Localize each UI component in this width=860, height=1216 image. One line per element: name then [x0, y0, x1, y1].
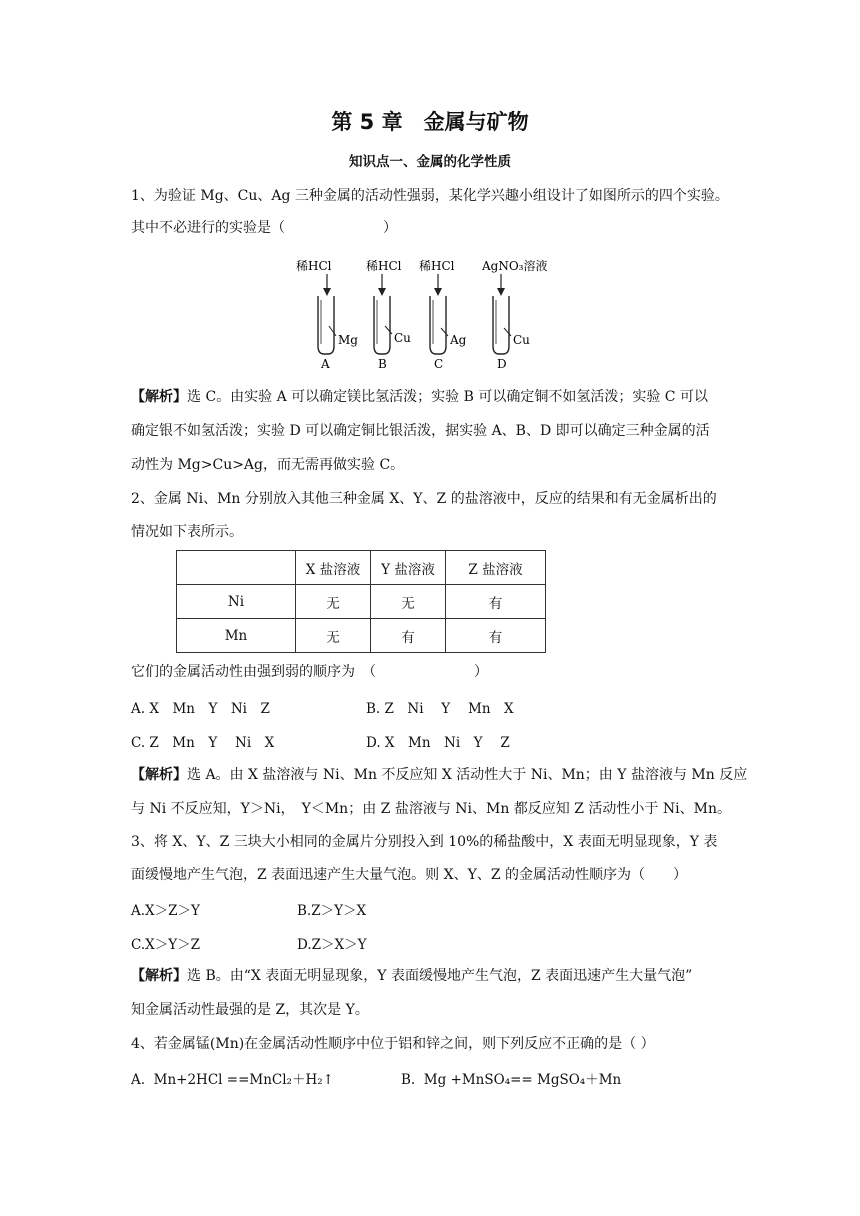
q3-option-a: A.X＞Z＞Y	[131, 903, 200, 919]
q1-line2: 其中不必进行的实验是（ ）	[131, 220, 397, 236]
chapter-title: 第 5 章 金属与矿物	[331, 110, 529, 134]
table-cell: Mn	[177, 619, 296, 653]
table-cell: 有	[446, 585, 546, 619]
q2-line1: 2、金属 Ni、Mn 分别放入其他三种金属 X、Y、Z 的盐溶液中，反应的结果和有无金属析出的	[131, 491, 717, 507]
q3-option-b: B.Z＞Y＞X	[297, 903, 367, 919]
tube-d-metal: Cu	[513, 333, 530, 347]
q1-analysis-line3: 动性为 Mg>Cu>Ag，而无需再做实验 C。	[131, 457, 405, 473]
q1-analysis-line1	[131, 387, 731, 407]
q3-analysis-text1: 选 B。由“X 表面无明显现象，Y 表面缓慢地产生气泡，Z 表面迅速产生大量气泡”	[187, 968, 693, 984]
q3-line1: 3、将 X、Y、Z 三块大小相同的金属片分别投入到 10%的稀盐酸中，X 表面无明显现象，Y 表	[131, 834, 718, 850]
tube-d	[481, 258, 548, 368]
q3-line2: 面缓慢地产生气泡，Z 表面迅速产生大量气泡。则 X、Y、Z 的金属活动性顺序为（ ）	[131, 867, 688, 883]
tube-c-label: C	[434, 357, 444, 368]
table-cell: 无	[296, 619, 371, 653]
table-header-cell: Y 盐溶液	[371, 551, 446, 585]
table-header-cell: X 盐溶液	[296, 551, 371, 585]
q2-question: 它们的金属活动性由强到弱的顺序为 （ ）	[131, 664, 488, 680]
q4-option-b: B. Mg +MnSO₄== MgSO₄＋Mn	[401, 1072, 622, 1088]
tube-a-label: A	[321, 357, 330, 368]
q3-option-d: D.Z＞X＞Y	[297, 937, 367, 953]
q2-option-d: D. X Mn Ni Y Z	[366, 735, 510, 751]
table-row	[177, 585, 546, 619]
q4-option-a: A. Mn+2HCl ==MnCl₂＋H₂↑	[131, 1072, 334, 1088]
q3-option-c: C.X＞Y＞Z	[131, 937, 201, 953]
q2-analysis-line2: 与 Ni 不反应知，Y＞Ni， Y＜Mn；由 Z 盐溶液与 Ni、Mn 都反应知 Z 活动性小于 Ni、Mn。	[131, 801, 731, 817]
q1-analysis-text1: 选 C。由实验 A 可以确定镁比氢活泼；实验 B 可以确定铜不如氢活泼；实验 C 可以	[187, 389, 708, 405]
q1-analysis-tag: 【解析】	[131, 389, 187, 405]
tube-a	[296, 258, 358, 368]
tube-b	[366, 258, 411, 368]
tube-b-label: B	[378, 357, 387, 368]
q4-line1: 4、若金属锰(Mn)在金属活动性顺序中位于铝和锌之间，则下列反应不正确的是（ ）	[131, 1036, 655, 1052]
tube-c-metal: Ag	[450, 333, 467, 347]
table-header-cell: Z 盐溶液	[446, 551, 546, 585]
section-title: 知识点一、金属的化学性质	[349, 154, 511, 170]
q1-analysis-line2: 确定银不如氢活泼；实验 D 可以确定铜比银活泼，据实验 A、B、D 即可以确定三种金属的活	[131, 423, 710, 439]
tube-d-label: D	[497, 357, 507, 368]
q3-analysis-line2: 知金属活动性最强的是 Z，其次是 Y。	[131, 1002, 369, 1018]
q2-option-c: C. Z Mn Y Ni X	[131, 735, 275, 751]
tube-c-reagent: 稀HCl	[419, 259, 455, 273]
table-cell: 无	[296, 585, 371, 619]
q2-table	[176, 550, 546, 653]
table-cell: Ni	[177, 585, 296, 619]
table-cell: 有	[446, 619, 546, 653]
table-cell: 有	[371, 619, 446, 653]
tube-a-reagent: 稀HCl	[296, 259, 332, 273]
q2-analysis-tag: 【解析】	[131, 767, 187, 783]
q2-option-a: A. X Mn Y Ni Z	[131, 701, 270, 717]
q3-analysis-tag: 【解析】	[131, 968, 187, 984]
tube-d-reagent: AgNO₃溶液	[482, 259, 548, 273]
table-header-row	[177, 551, 546, 585]
q3-analysis-line1	[131, 966, 731, 986]
tube-b-metal: Cu	[394, 331, 411, 345]
table-cell: 无	[371, 585, 446, 619]
q2-analysis-line1	[131, 765, 748, 785]
q2-analysis-text1: 选 A。由 X 盐溶液与 Ni、Mn 不反应知 X 活动性大于 Ni、Mn；由 Y 盐溶液与 Mn 反应	[187, 767, 748, 783]
q2-line2: 情况如下表所示。	[131, 524, 243, 540]
test-tube-figure	[296, 256, 556, 368]
q1-line1: 1、为验证 Mg、Cu、Ag 三种金属的活动性强弱，某化学兴趣小组设计了如图所示的四个实验。	[131, 188, 729, 204]
q2-option-b: B. Z Ni Y Mn X	[366, 701, 514, 717]
tube-a-metal: Mg	[338, 333, 358, 347]
tube-c	[419, 258, 467, 368]
tube-b-reagent: 稀HCl	[366, 259, 402, 273]
table-row	[177, 619, 546, 653]
table-header-cell	[177, 551, 296, 585]
